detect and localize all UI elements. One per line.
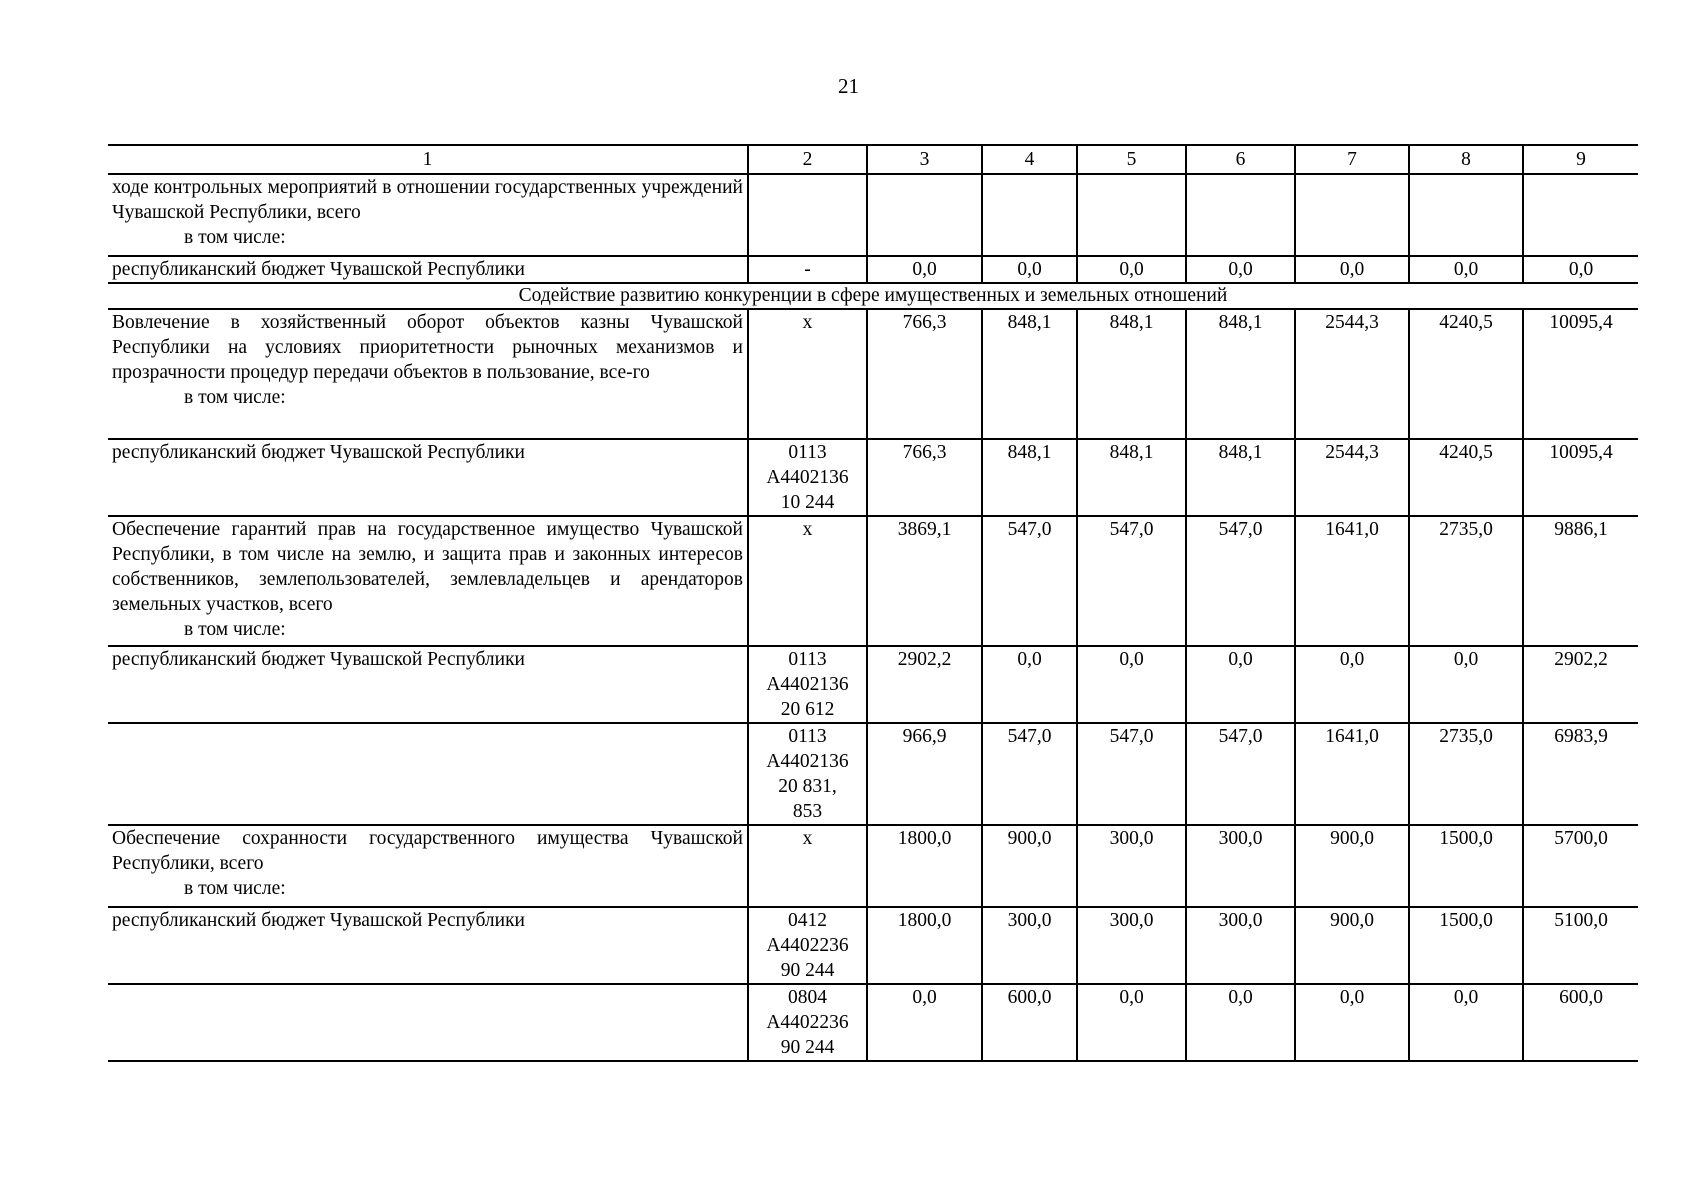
- value-cell: [1523, 174, 1638, 256]
- value-cell: 900,0: [1295, 825, 1409, 907]
- table-row: [108, 723, 1638, 825]
- value-cell: 300,0: [1186, 825, 1295, 907]
- value-cell: 10095,4: [1523, 309, 1638, 439]
- table-row: [108, 256, 1638, 283]
- value-cell: 600,0: [982, 984, 1077, 1061]
- budget-table: [108, 144, 1638, 1062]
- value-cell: 1500,0: [1409, 907, 1523, 984]
- code-line: 0412: [788, 910, 827, 931]
- code-line: 0804: [788, 987, 827, 1008]
- column-header: 1: [108, 145, 748, 174]
- value-cell: 2544,3: [1295, 439, 1409, 516]
- value-cell: 0,0: [1295, 984, 1409, 1061]
- value-cell: 900,0: [1295, 907, 1409, 984]
- value-cell: 547,0: [1077, 723, 1186, 825]
- code-line: А4402236: [766, 935, 849, 956]
- budget-code-cell: [748, 174, 867, 256]
- value-cell: 2902,2: [867, 646, 982, 723]
- column-header: 3: [867, 145, 982, 174]
- code-line: 0113: [788, 649, 827, 670]
- row-description: [108, 516, 748, 646]
- value-cell: 1800,0: [867, 907, 982, 984]
- table-row: [108, 174, 1638, 256]
- description-text: Обеспечение сохранности государственного имущества Чувашской Республики, всего: [112, 828, 743, 874]
- value-cell: 0,0: [1523, 256, 1638, 283]
- value-cell: 0,0: [1186, 984, 1295, 1061]
- value-cell: 2902,2: [1523, 646, 1638, 723]
- code-line: 20 831,: [778, 776, 837, 797]
- column-header: 6: [1186, 145, 1295, 174]
- budget-code-cell: [748, 723, 867, 825]
- value-cell: 848,1: [1186, 309, 1295, 439]
- value-cell: 0,0: [1077, 646, 1186, 723]
- row-description: [108, 723, 748, 825]
- value-cell: 600,0: [1523, 984, 1638, 1061]
- budget-code-cell: [748, 907, 867, 984]
- column-header: 9: [1523, 145, 1638, 174]
- value-cell: 300,0: [1077, 825, 1186, 907]
- value-cell: 0,0: [1186, 646, 1295, 723]
- value-cell: 0,0: [982, 646, 1077, 723]
- budget-code-cell: x: [748, 309, 867, 439]
- table-row: [108, 907, 1638, 984]
- value-cell: 0,0: [1077, 984, 1186, 1061]
- table-row: [108, 309, 1638, 439]
- value-cell: 2735,0: [1409, 516, 1523, 646]
- value-cell: 0,0: [1186, 256, 1295, 283]
- column-header: 7: [1295, 145, 1409, 174]
- value-cell: 0,0: [982, 256, 1077, 283]
- row-description: [108, 174, 748, 256]
- description-text: ходе контрольных мероприятий в отношении государственных учреждений Чувашской Республики, всего: [112, 177, 743, 223]
- value-cell: 848,1: [1077, 309, 1186, 439]
- value-cell: [867, 174, 982, 256]
- code-line: А4402136: [766, 674, 849, 695]
- value-cell: 3869,1: [867, 516, 982, 646]
- value-cell: 300,0: [1186, 907, 1295, 984]
- code-line: 853: [792, 801, 823, 822]
- row-description: [108, 825, 748, 907]
- value-cell: [1295, 174, 1409, 256]
- table-row: [108, 646, 1638, 723]
- value-cell: 5700,0: [1523, 825, 1638, 907]
- value-cell: 966,9: [867, 723, 982, 825]
- including-label: в том числе:: [184, 878, 286, 899]
- code-line: 90 244: [780, 1037, 835, 1058]
- code-line: 20 612: [780, 699, 835, 720]
- budget-code-cell: [748, 439, 867, 516]
- table-row: [108, 439, 1638, 516]
- code-line: А4402236: [766, 1012, 849, 1033]
- value-cell: 547,0: [982, 516, 1077, 646]
- budget-code-cell: [748, 646, 867, 723]
- value-cell: 0,0: [867, 256, 982, 283]
- budget-code-cell: [748, 984, 867, 1061]
- value-cell: 766,3: [867, 439, 982, 516]
- column-header: 4: [982, 145, 1077, 174]
- code-line: 0113: [788, 442, 827, 463]
- value-cell: 4240,5: [1409, 439, 1523, 516]
- value-cell: 5100,0: [1523, 907, 1638, 984]
- value-cell: 300,0: [1077, 907, 1186, 984]
- table-row: [108, 825, 1638, 907]
- including-label: в том числе:: [184, 619, 286, 640]
- budget-code-cell: -: [748, 256, 867, 283]
- value-cell: 547,0: [1077, 516, 1186, 646]
- code-line: 90 244: [780, 960, 835, 981]
- value-cell: 547,0: [1186, 723, 1295, 825]
- value-cell: 0,0: [867, 984, 982, 1061]
- value-cell: 300,0: [982, 907, 1077, 984]
- column-header: 5: [1077, 145, 1186, 174]
- value-cell: 848,1: [1077, 439, 1186, 516]
- page-number: 21: [838, 74, 859, 98]
- value-cell: 766,3: [867, 309, 982, 439]
- code-line: А4402136: [766, 467, 849, 488]
- value-cell: 848,1: [982, 439, 1077, 516]
- description-text: Обеспечение гарантий прав на государственное имущество Чувашской Республики, в том числе на землю, и защита прав и законных интересов собственников, землепользователей, землевладельцев и арендаторов земельных участков, всего: [112, 519, 743, 615]
- value-cell: 2544,3: [1295, 309, 1409, 439]
- value-cell: 1641,0: [1295, 723, 1409, 825]
- value-cell: 0,0: [1295, 646, 1409, 723]
- value-cell: [1186, 174, 1295, 256]
- row-description: [108, 309, 748, 439]
- value-cell: 1800,0: [867, 825, 982, 907]
- value-cell: 848,1: [1186, 439, 1295, 516]
- including-label: в том числе:: [184, 227, 286, 248]
- value-cell: 0,0: [1077, 256, 1186, 283]
- value-cell: 900,0: [982, 825, 1077, 907]
- value-cell: [982, 174, 1077, 256]
- including-label: в том числе:: [184, 387, 286, 408]
- column-number-row: [108, 145, 1638, 174]
- value-cell: 0,0: [1409, 984, 1523, 1061]
- value-cell: 2735,0: [1409, 723, 1523, 825]
- row-description: республиканский бюджет Чувашской Республики: [108, 256, 748, 283]
- value-cell: 0,0: [1409, 646, 1523, 723]
- value-cell: 1500,0: [1409, 825, 1523, 907]
- value-cell: 6983,9: [1523, 723, 1638, 825]
- table-row: [108, 516, 1638, 646]
- row-description: республиканский бюджет Чувашской Республики: [108, 439, 748, 516]
- row-description: республиканский бюджет Чувашской Республики: [108, 907, 748, 984]
- code-line: А4402136: [766, 751, 849, 772]
- value-cell: [1077, 174, 1186, 256]
- value-cell: [1409, 174, 1523, 256]
- column-header: 8: [1409, 145, 1523, 174]
- value-cell: 0,0: [1295, 256, 1409, 283]
- column-header: 2: [748, 145, 867, 174]
- budget-code-cell: x: [748, 825, 867, 907]
- code-line: 10 244: [780, 492, 835, 513]
- section-title: Содействие развитию конкуренции в сфере имущественных и земельных отношений: [108, 283, 1638, 309]
- row-description: [108, 984, 748, 1061]
- value-cell: 547,0: [982, 723, 1077, 825]
- value-cell: 10095,4: [1523, 439, 1638, 516]
- value-cell: 9886,1: [1523, 516, 1638, 646]
- value-cell: 0,0: [1409, 256, 1523, 283]
- code-line: 0113: [788, 726, 827, 747]
- row-description: республиканский бюджет Чувашской Республики: [108, 646, 748, 723]
- table-row: [108, 984, 1638, 1061]
- value-cell: 848,1: [982, 309, 1077, 439]
- description-text: Вовлечение в хозяйственный оборот объектов казны Чувашской Республики на условиях приоритетности рыночных механизмов и прозрачности процедур передачи объектов в пользование, все-го: [112, 312, 743, 383]
- budget-code-cell: x: [748, 516, 867, 646]
- section-row: [108, 283, 1638, 309]
- value-cell: 1641,0: [1295, 516, 1409, 646]
- value-cell: 547,0: [1186, 516, 1295, 646]
- value-cell: 4240,5: [1409, 309, 1523, 439]
